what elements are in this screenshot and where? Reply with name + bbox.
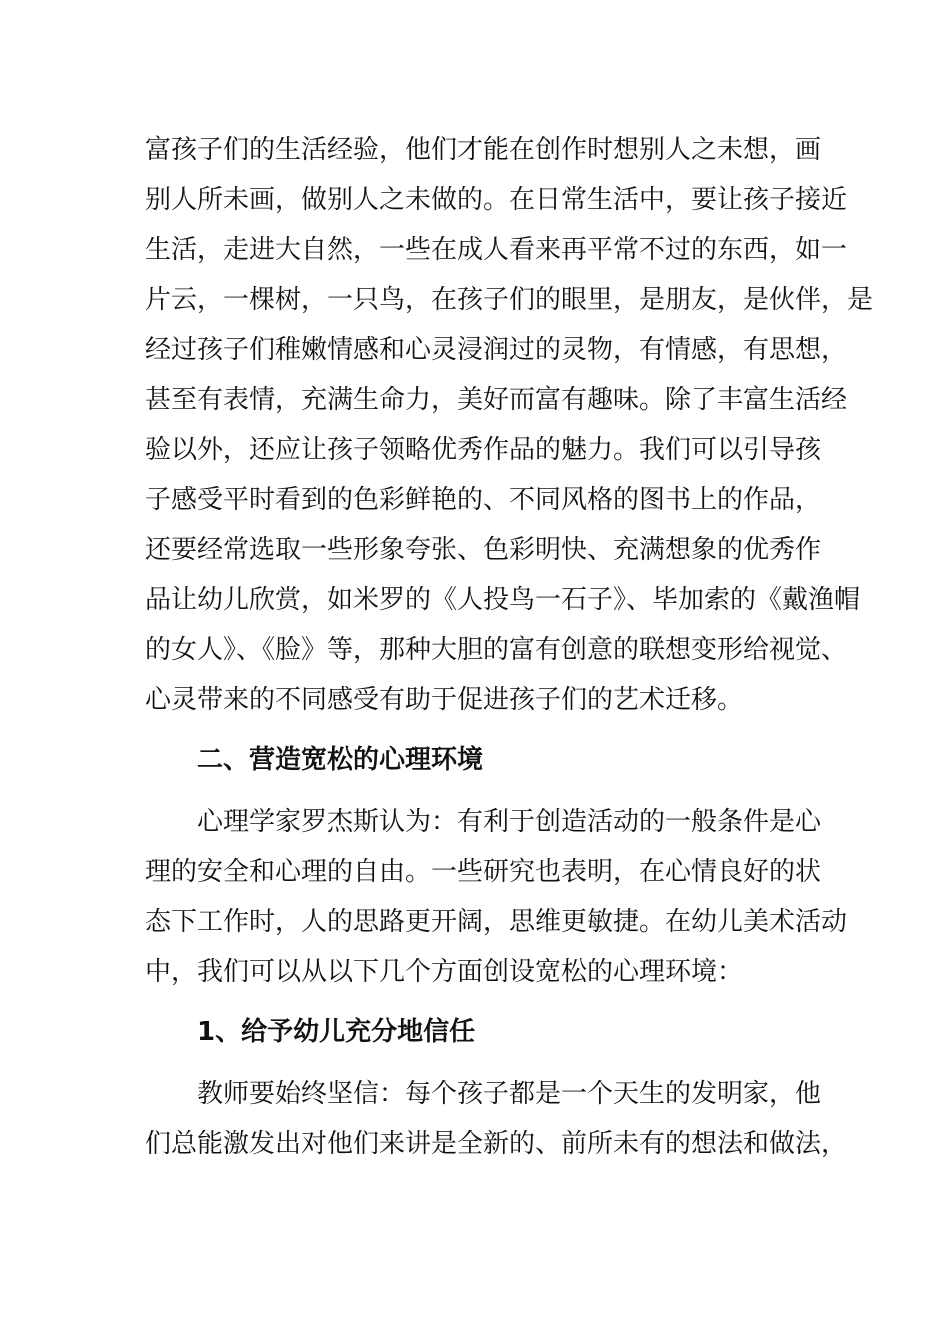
paragraph-line: 品让幼儿欣赏，如米罗的《人投鸟一石子》、毕加索的《戴渔帽: [145, 585, 861, 615]
paragraph-line: 心理学家罗杰斯认为：有利于创造活动的一般条件是心: [197, 807, 822, 837]
paragraph-line: 别人所未画，做别人之未做的。在日常生活中，要让孩子接近: [145, 185, 848, 215]
subsection-heading: 1、给予幼儿充分地信任: [197, 1017, 476, 1047]
paragraph-line: 还要经常选取一些形象夸张、色彩明快、充满想象的优秀作: [145, 535, 822, 565]
paragraph-line: 子感受平时看到的色彩鲜艳的、不同风格的图书上的作品，: [145, 485, 822, 515]
paragraph-line: 富孩子们的生活经验，他们才能在创作时想别人之未想，画: [145, 135, 822, 165]
paragraph-line: 验以外，还应让孩子领略优秀作品的魅力。我们可以引导孩: [145, 435, 822, 465]
paragraph-line: 中，我们可以从以下几个方面创设宽松的心理环境：: [145, 957, 744, 987]
paragraph-line: 经过孩子们稚嫩情感和心灵浸润过的灵物，有情感，有思想，: [145, 335, 848, 365]
paragraph-line: 心灵带来的不同感受有助于促进孩子们的艺术迁移。: [145, 685, 744, 715]
paragraph-line: 片云，一棵树，一只鸟，在孩子们的眼里，是朋友，是伙伴，是: [145, 285, 874, 315]
paragraph-line: 理的安全和心理的自由。一些研究也表明，在心情良好的状: [145, 857, 822, 887]
paragraph-line: 态下工作时，人的思路更开阔，思维更敏捷。在幼儿美术活动: [145, 907, 848, 937]
paragraph-line: 的女人》、《脸》等，那种大胆的富有创意的联想变形给视觉、: [145, 635, 848, 665]
paragraph-line: 们总能激发出对他们来讲是全新的、前所未有的想法和做法，: [145, 1129, 848, 1159]
paragraph-line: 生活，走进大自然，一些在成人看来再平常不过的东西，如一: [145, 235, 848, 265]
paragraph-line: 甚至有表情，充满生命力，美好而富有趣味。除了丰富生活经: [145, 385, 848, 415]
section-heading: 二、营造宽松的心理环境: [197, 745, 484, 775]
paragraph-line: 教师要始终坚信：每个孩子都是一个天生的发明家，他: [197, 1079, 822, 1109]
